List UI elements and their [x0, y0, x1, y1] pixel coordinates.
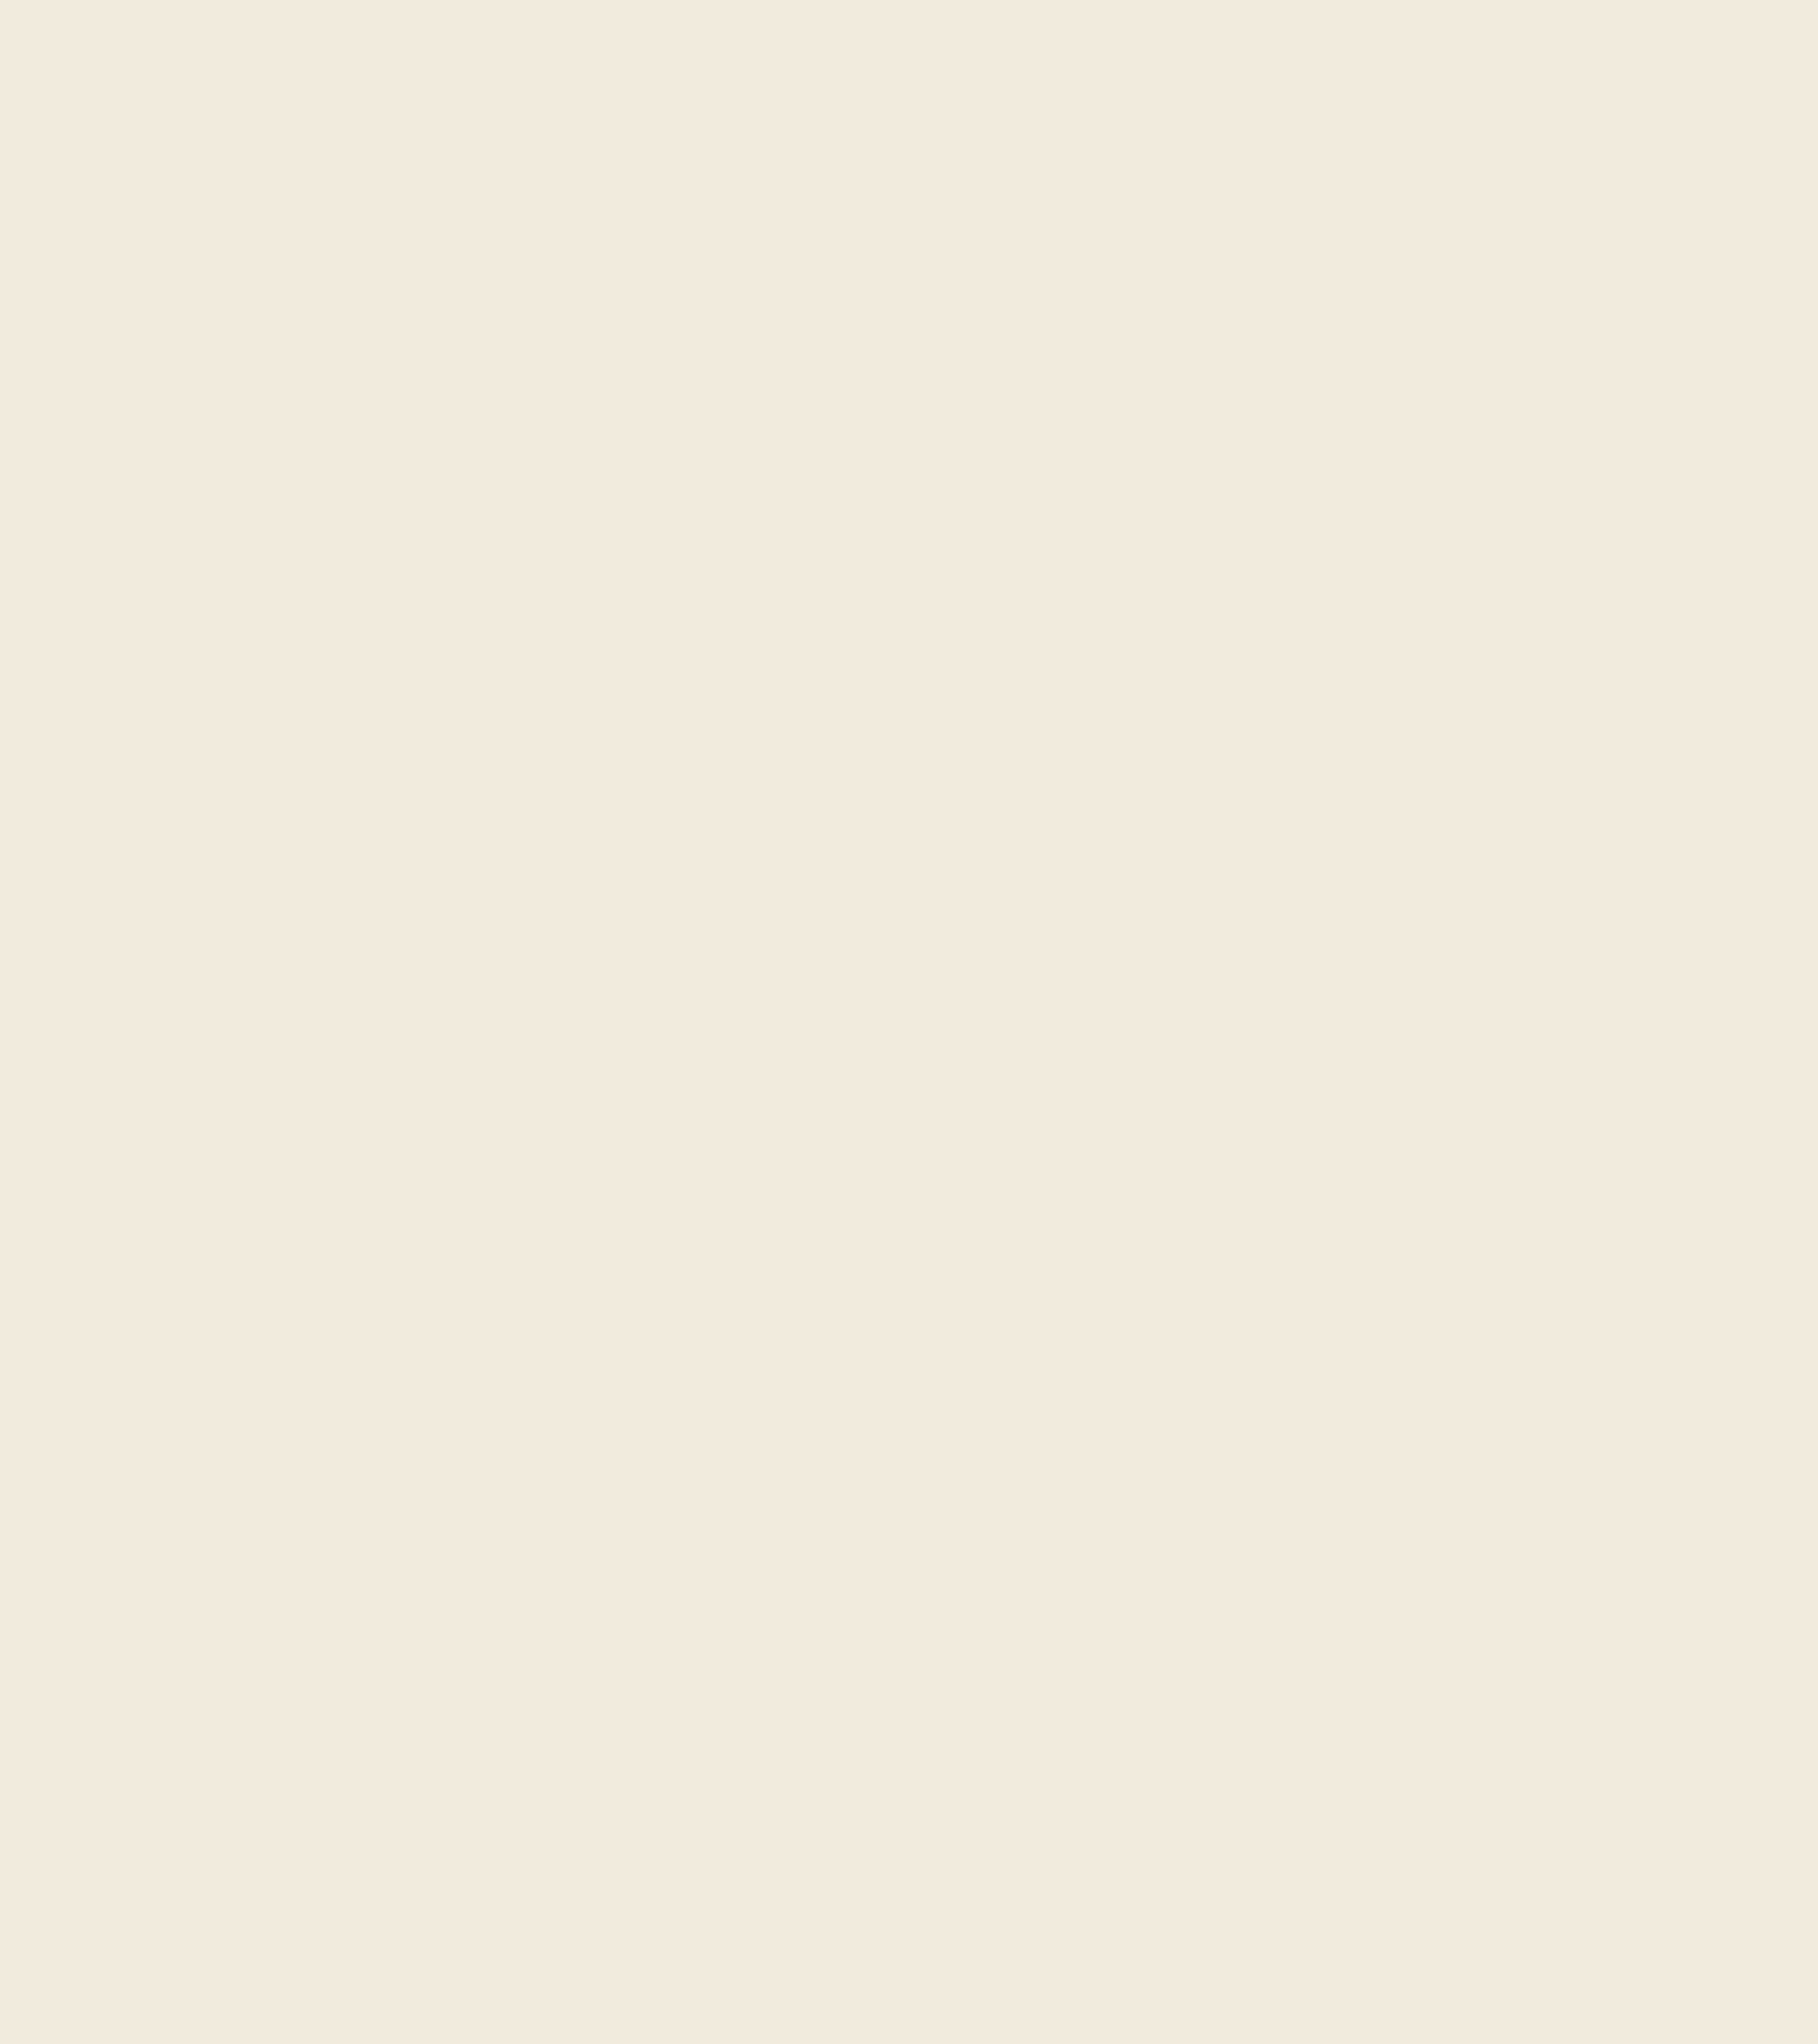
- page-header: [176, 61, 1769, 110]
